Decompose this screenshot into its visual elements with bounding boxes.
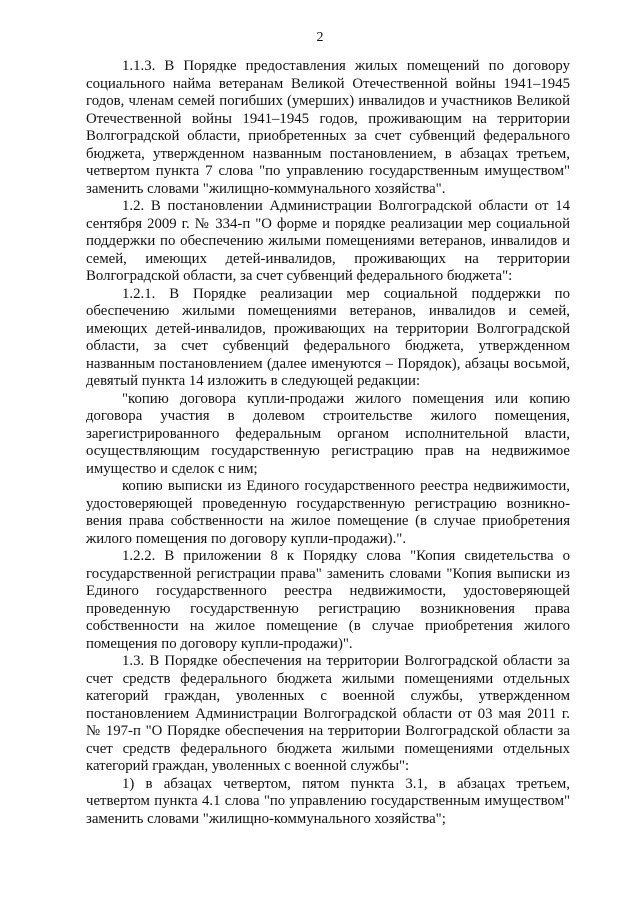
paragraph-1-2-2: 1.2.2. В приложении 8 к Порядку слова "Копия свидетельства о государственной регистрации права" заменить словами "Копия выписки из Единого государственного реестра недвижимости, удостоверяющей проведенную государственную регистрацию возникновения права собственности на жилое помещение (в случае приобретения жилого помещения по договору купли-продажи)". (86, 548, 570, 652)
page-number: 2 (316, 30, 324, 45)
paragraph-1-3: 1.3. В Порядке обеспечения на территории Волгоградской области за счет средств федерального бюджета жилыми помещениями отдельных категорий граждан, уволенных с военной службы, утвержденном постановлением Администрации Волгоградской области от 03 мая 2011 г. № 197-п "О Порядке обеспечения на территории Волгоградской области за счет средств федерального бюджета жилыми помещениями отдельных категорий граждан, уволенных с военной службы": (86, 653, 570, 774)
paragraph-1-2: 1.2. В постановлении Администрации Волгоградской области от 14 сентября 2009 г. № 334-п "О форме и порядке реализации мер социальной поддержки по обеспечению жилыми помещениями ветеранов, инвалидов и семей, имеющих детей-инвалидов, проживающих на территории Волгоградской области, за счет субвенций федерального бюджета": (86, 198, 570, 284)
paragraph-1-2-1: 1.2.1. В Порядке реализации мер социальной поддержки по обеспечению жилыми помещениями ветеранов, инвалидов и семей, имеющих детей-инвалидов, проживающих на территории Волгоградской области, за счет субвенций федерального бюджета, утвержденном названным постановлением (далее именуются – Порядок), абзацы восьмой, девятый пункта 14 изложить в следующей редакции: (86, 285, 570, 389)
quoted-paragraph-contract-copy: "копию договора купли-продажи жилого помещения или копию договора участия в долевом строительстве жилого помещения, зарегистрированного федеральным органом исполнительной власти, осуществляющим государственную регистрацию прав на недвижимое имущество и сделок с ним; (86, 390, 570, 477)
paragraph-1-3-item-1: 1) в абзацах четвертом, пятом пункта 3.1, в абзацах третьем, четвертом пункта 4.1 слова "по управлению государственным имуществом" заменить словами "жилищно-коммунального хозяйства"; (86, 775, 570, 827)
quoted-paragraph-registry-extract: копию выписки из Единого государственного реестра недвижимости, удостоверяющей проведенную государственную регистрацию возникновения права собственности на жилое помещение (в случае приобретения жилого помещения по договору купли-продажи).". (86, 478, 570, 547)
paragraph-1-1-3: 1.1.3. В Порядке предоставления жилых помещений по договору социального найма ветеранам Великой Отечественной войны 1941–1945 годов, членам семей погибших (умерших) инвалидов и участников Великой Отечественной войны 1941–1945 годов, проживающим на территории Волгоградской области, приобретенных за счет субвенций федерального бюджета, утвержденном названным постановлением, в абзацах третьем, четвертом пункта 7 слова "по управлению государственным имуществом" заменить словами "жилищно-коммунального хозяйства". (86, 58, 570, 197)
document-body (86, 58, 570, 828)
